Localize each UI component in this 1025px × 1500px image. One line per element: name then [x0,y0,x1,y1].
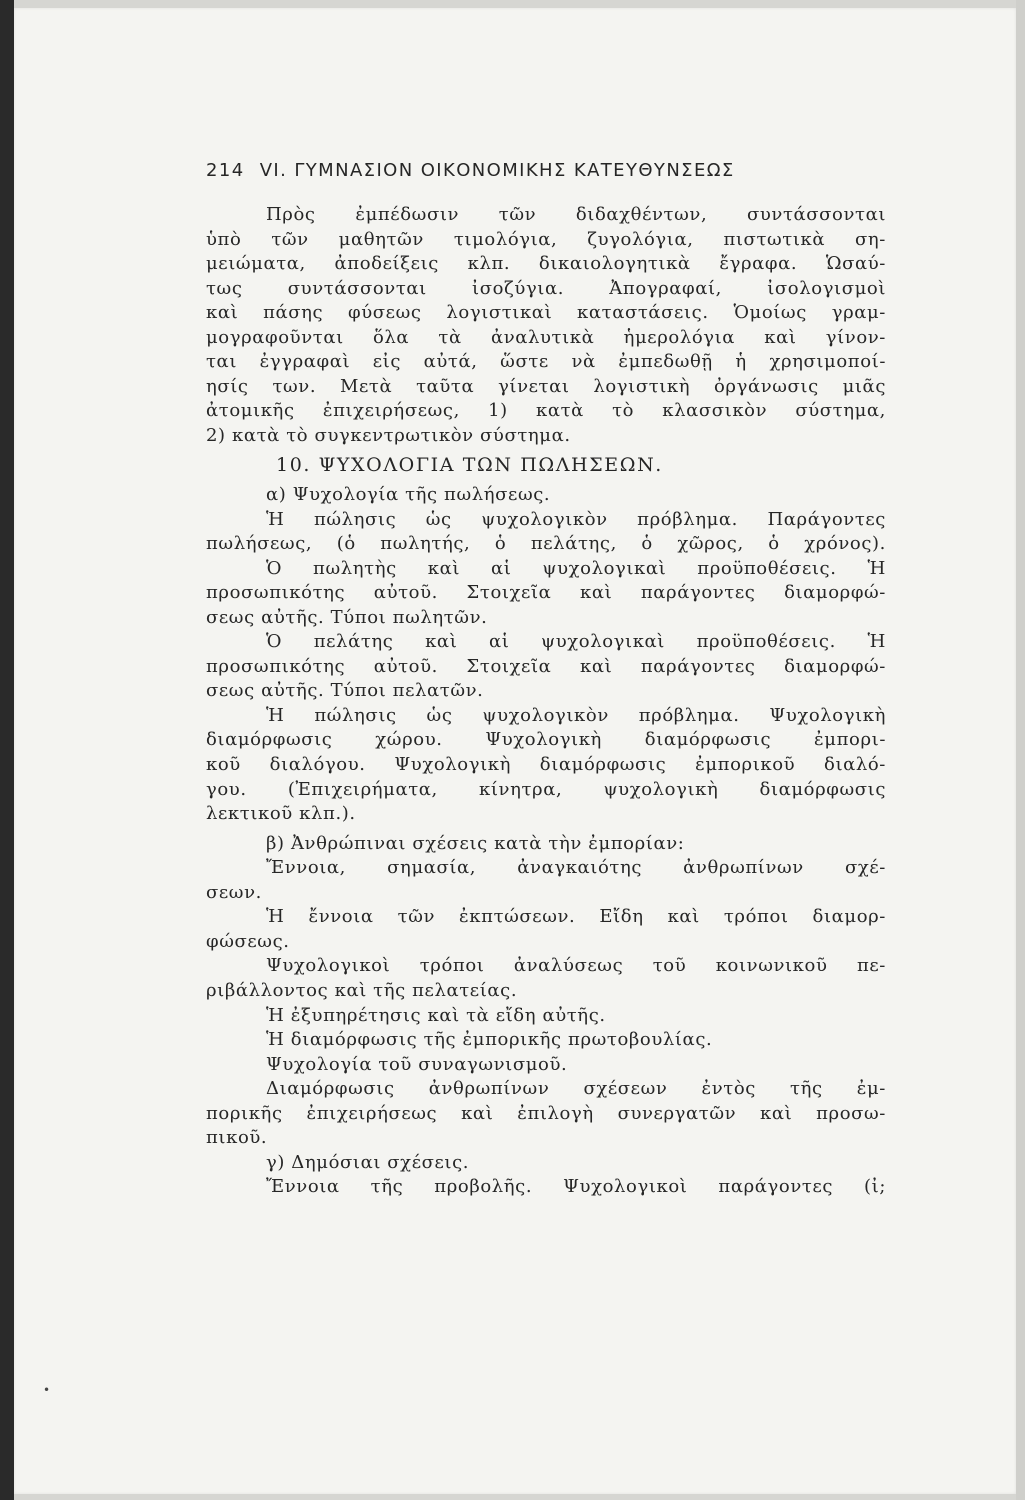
text-line: Ψυχολογία τοῦ συναγωνισμοῦ. [266,1053,568,1075]
text-line: φώσεως. [206,930,290,952]
text-line: ριβάλλοντος καὶ τῆς πελατείας. [206,979,518,1001]
text-line: Ἡ πώλησις ὡς ψυχολογικὸν πρόβλημα. Παράγοντες [266,508,886,530]
text-line: Ἡ διαμόρφωσις τῆς ἐμπορικῆς πρωτοβουλίας. [266,1029,713,1051]
text-line: Ὁ πωλητὴς καὶ αἱ ψυχολογικαὶ προϋποθέσεις. Ἡ [266,557,886,579]
text-line: ἀτομικῆς ἐπιχειρήσεως, 1) κατὰ τὸ κλασσικὸν σύστημα, [206,400,886,422]
text-line: Ἡ ἔννοια τῶν ἐκπτώσεων. Εἴδη καὶ τρόποι διαμορ- [266,906,886,928]
subsection-heading: γ) Δημόσιαι σχέσεις. [266,1151,470,1173]
text-line: 2) κατὰ τὸ συγκεντρωτικὸν σύστημα. [206,424,571,446]
text-line: πωλήσεως, (ὁ πωλητής, ὁ πελάτης, ὁ χῶρος, ὁ χρόνος). [206,533,886,555]
text-line: σεων. [206,881,262,903]
text-line: Ἔννοια τῆς προβολῆς. Ψυχολογικοὶ παράγοντες (ἰ; [266,1176,886,1198]
running-header [206,160,866,181]
text-line: προσωπικότης αὐτοῦ. Στοιχεῖα καὶ παράγοντες διαμορφώ- [206,655,886,677]
text-line: Ὁ πελάτης καὶ αἱ ψυχολογικαὶ προϋποθέσεις. Ἡ [266,631,886,653]
text-line: πορικῆς ἐπιχειρήσεως καὶ ἐπιλογὴ συνεργατῶν καὶ προσω- [206,1102,886,1124]
text-line: Ἔννοια, σημασία, ἀναγκαιότης ἀνθρωπίνων σχέ- [266,857,886,879]
subsection-heading: β) Ἀνθρώπιναι σχέσεις κατὰ τὴν ἐμπορίαν: [266,832,685,854]
page-number: 214 [206,160,245,181]
text-line: ὑπὸ τῶν μαθητῶν τιμολόγια, ζυγολόγια, πιστωτικὰ ση- [206,228,886,250]
subsection-heading: α) Ψυχολογία τῆς πωλήσεως. [266,484,551,506]
text-line: μογραφοῦνται ὅλα τὰ ἀναλυτικὰ ἡμερολόγια καὶ γίνον- [206,326,886,348]
text-line: κοῦ διαλόγου. Ψυχολογικὴ διαμόρφωσις ἐμπορικοῦ διαλό- [206,754,886,776]
text-line: Ἡ ἐξυπηρέτησις καὶ τὰ εἴδη αὐτῆς. [266,1004,606,1026]
text-line: προσωπικότης αὐτοῦ. Στοιχεῖα καὶ παράγοντες διαμορφώ- [206,582,886,604]
text-line: σεως αὐτῆς. Τύποι πελατῶν. [206,680,484,702]
text-line: σεως αὐτῆς. Τύποι πωλητῶν. [206,606,488,628]
text-line: διαμόρφωσις χώρου. Ψυχολογικὴ διαμόρφωσις ἐμπορι- [206,729,886,751]
text-line: ησίς των. Μετὰ ταῦτα γίνεται λογιστικὴ ὀργάνωσις μιᾶς [206,375,886,397]
running-title: VI. ΓΥΜΝΑΣΙΟΝ ΟΙΚΟΝΟΜΙΚΗΣ ΚΑΤΕΥΘΥΝΣΕΩΣ [259,160,735,181]
text-line: καὶ πάσης φύσεως λογιστικαὶ καταστάσεις. Ὁμοίως γραμ- [206,302,886,324]
text-line: Ψυχολογικοὶ τρόποι ἀναλύσεως τοῦ κοινωνικοῦ πε- [266,955,886,977]
text-line: πικοῦ. [206,1127,268,1149]
text-line: ται ἐγγραφαὶ εἰς αὐτά, ὥστε νὰ ἐμπεδωθῇ ἡ χρησιμοποί- [206,351,886,373]
text-line: τως συντάσσονται ἰσοζύγια. Ἀπογραφαί, ἰσολογισμοὶ [206,277,886,299]
ink-speck: • [43,1383,51,1397]
page-body [206,203,886,1200]
scan-right-edge [1016,0,1025,1500]
text-line: γου. (Ἐπιχειρήματα, κίνητρα, ψυχολογικὴ διαμόρφωσις [206,778,886,800]
scan-left-edge [0,0,14,1500]
text-line: Διαμόρφωσις ἀνθρωπίνων σχέσεων ἐντὸς τῆς ἐμ- [266,1078,886,1100]
section-heading: 10. ΨΥΧΟΛΟΓΙΑ ΤΩΝ ΠΩΛΗΣΕΩΝ. [276,454,663,477]
text-line: λεκτικοῦ κλπ.). [206,803,356,825]
text-line: μειώματα, ἀποδείξεις κλπ. δικαιολογητικὰ ἔγραφα. Ὡσαύ- [206,253,886,275]
text-line: Πρὸς ἐμπέδωσιν τῶν διδαχθέντων, συντάσσονται [266,204,886,225]
text-line: Ἡ πώλησις ὡς ψυχολογικὸν πρόβλημα. Ψυχολογικὴ [266,704,886,726]
